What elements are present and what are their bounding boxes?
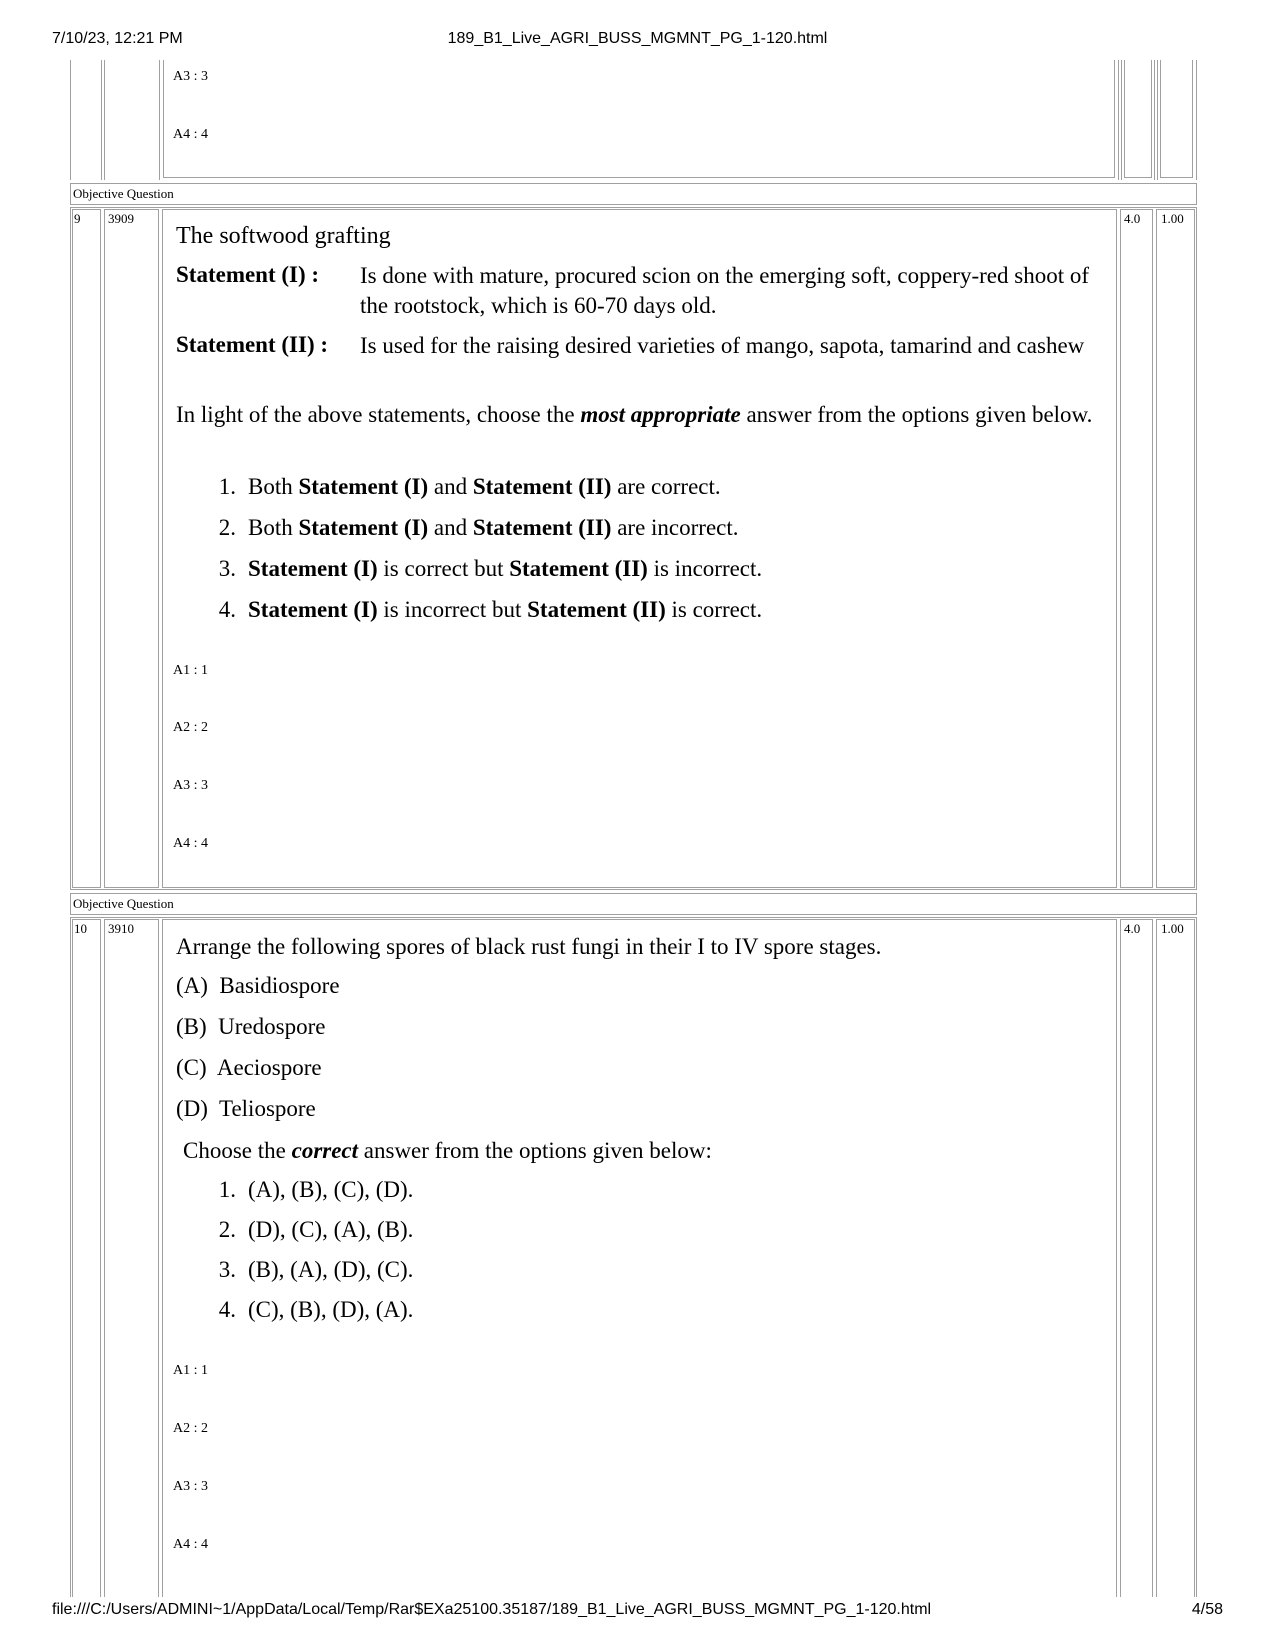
file-url: file:///C:/Users/ADMINI~1/AppData/Local/Temp/Rar$EXa25100.35187/189_B1_Live_AGRI_BUSS_MGMNT_PG_1-120.html	[52, 1601, 932, 1618]
option-4: 4. Statement (I) is incorrect but Statement (II) is correct.	[218, 597, 763, 622]
answer-option-1: A1 : 1	[173, 1363, 208, 1378]
negative-marks: 1.00	[1161, 211, 1184, 226]
statement-1-text: Is done with mature, procured scion on the emerging soft, coppery-red shoot of the rootstock, which is 60-70 days old.	[360, 263, 1089, 318]
answer-option-3: A3 : 3	[173, 778, 208, 793]
item-c: (C) Aeciospore	[176, 1055, 322, 1080]
print-datetime: 7/10/23, 12:21 PM	[52, 30, 183, 47]
item-d: (D) Teliospore	[176, 1096, 316, 1121]
answer-option-1: A1 : 1	[173, 663, 208, 678]
option-1: 1. (A), (B), (C), (D).	[218, 1177, 414, 1202]
marks: 4.0	[1124, 921, 1141, 936]
answer-option-2: A2 : 2	[173, 720, 208, 735]
option-4: 4. (C), (B), (D), (A).	[218, 1297, 414, 1322]
statement-1-label: Statement (I) :	[176, 262, 320, 287]
instruction: Choose the correct answer from the options given below:	[183, 1138, 712, 1163]
document-title: 189_B1_Live_AGRI_BUSS_MGMNT_PG_1-120.html	[447, 30, 828, 47]
question-id: 3909	[108, 211, 134, 226]
option-2: 2. Both Statement (I) and Statement (II) are incorrect.	[218, 515, 739, 540]
serial-number: 10	[74, 921, 87, 936]
item-a: (A) Basidiospore	[176, 973, 340, 998]
statement-2-label: Statement (II) :	[176, 332, 329, 357]
option-3: 3. Statement (I) is correct but Statement (II) is incorrect.	[218, 556, 763, 581]
option-2: 2. (D), (C), (A), (B).	[218, 1217, 414, 1242]
answer-option-4: A4 : 4	[173, 1537, 208, 1552]
question-title: The softwood grafting	[176, 223, 391, 249]
option-3: 3. (B), (A), (D), (C).	[218, 1257, 414, 1282]
serial-number: 9	[74, 211, 81, 226]
item-b: (B) Uredospore	[176, 1014, 326, 1039]
answer-option-3: A3 : 3	[173, 1479, 208, 1494]
option-1: 1. Both Statement (I) and Statement (II) are correct.	[218, 474, 721, 499]
question-title: Arrange the following spores of black rust fungi in their I to IV spore stages.	[176, 934, 882, 959]
negative-marks: 1.00	[1161, 921, 1184, 936]
answer-option-4: A4 : 4	[173, 127, 208, 142]
question-id: 3910	[108, 921, 134, 936]
answer-option-4: A4 : 4	[173, 836, 208, 851]
answer-option-2: A2 : 2	[173, 1421, 208, 1436]
section-label: Objective Question	[73, 186, 174, 201]
marks: 4.0	[1124, 211, 1141, 226]
section-label: Objective Question	[73, 896, 174, 911]
answer-option-3: A3 : 3	[173, 69, 208, 84]
page-number: 4/58	[1191, 1601, 1223, 1618]
instruction: In light of the above statements, choose the most appropriate answer from the options given below.	[176, 402, 1093, 427]
statement-2-text: Is used for the raising desired varieties of mango, sapota, tamarind and cashew	[360, 333, 1085, 358]
